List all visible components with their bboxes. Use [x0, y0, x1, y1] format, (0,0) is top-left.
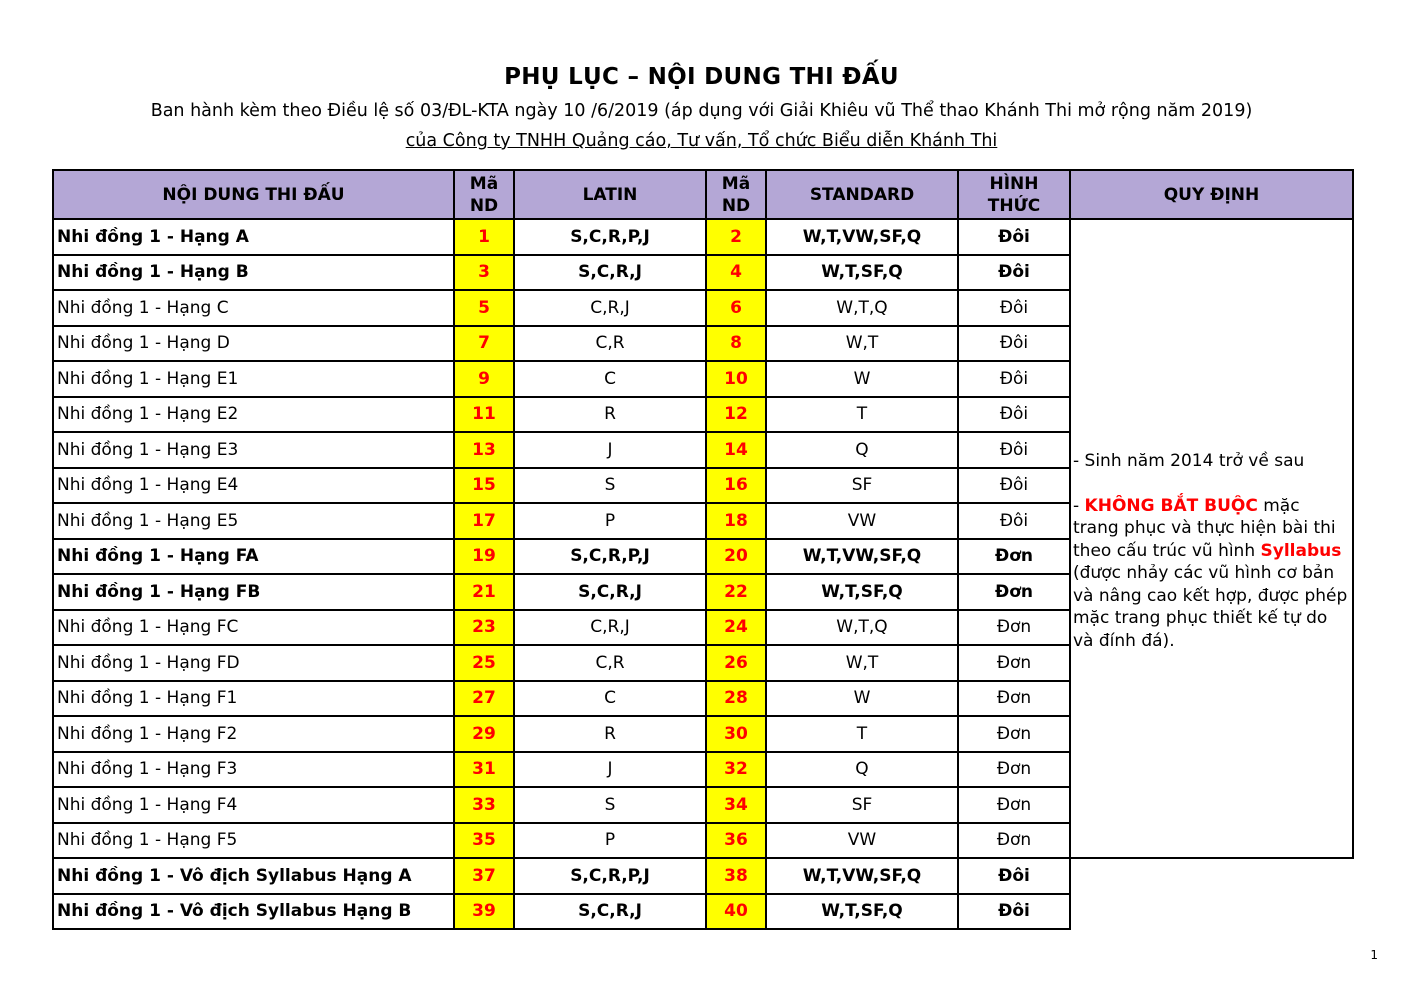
row-latin: C: [514, 361, 706, 397]
row-std-code: 38: [706, 858, 766, 894]
row-latin-code: 29: [454, 716, 514, 752]
header-content: NỘI DUNG THI ĐẤU: [53, 170, 454, 219]
row-standard: W,T,VW,SF,Q: [766, 858, 958, 894]
row-standard: Q: [766, 432, 958, 468]
row-form: Đôi: [958, 219, 1070, 255]
row-name: Nhi đồng 1 - Hạng E3: [53, 432, 454, 468]
row-latin-code: 9: [454, 361, 514, 397]
row-std-code: 36: [706, 823, 766, 859]
page-number: 1: [1370, 948, 1378, 962]
row-latin-code: 1: [454, 219, 514, 255]
row-latin-code: 35: [454, 823, 514, 859]
row-std-code: 32: [706, 752, 766, 788]
rules-mid: mặc trang phục và thực hiện bài thi theo cấu trúc vũ hình: [1073, 495, 1336, 561]
table-row: [53, 858, 1353, 894]
row-std-code: 24: [706, 610, 766, 646]
row-standard: SF: [766, 787, 958, 823]
row-name: Nhi đồng 1 - Hạng D: [53, 326, 454, 362]
row-form: Đôi: [958, 503, 1070, 539]
table-row: [53, 219, 1353, 255]
header-std-code: [706, 170, 766, 219]
row-form: Đôi: [958, 858, 1070, 894]
row-latin-code: 23: [454, 610, 514, 646]
row-std-code: 26: [706, 645, 766, 681]
row-latin: P: [514, 823, 706, 859]
row-std-code: 22: [706, 574, 766, 610]
row-name: Nhi đồng 1 - Hạng FB: [53, 574, 454, 610]
row-latin: C: [514, 681, 706, 717]
rules-prefix: -: [1073, 495, 1085, 516]
row-latin-code: 37: [454, 858, 514, 894]
header-latin: LATIN: [514, 170, 706, 219]
row-standard: W,T,VW,SF,Q: [766, 219, 958, 255]
row-latin: J: [514, 752, 706, 788]
row-name: Nhi đồng 1 - Vô địch Syllabus Hạng B: [53, 894, 454, 930]
row-standard: W,T,SF,Q: [766, 894, 958, 930]
row-std-code: 2: [706, 219, 766, 255]
row-std-code: 34: [706, 787, 766, 823]
row-latin-code: 27: [454, 681, 514, 717]
row-name: Nhi đồng 1 - Hạng F3: [53, 752, 454, 788]
row-std-code: 4: [706, 255, 766, 291]
row-name: Nhi đồng 1 - Hạng F5: [53, 823, 454, 859]
row-form: Đôi: [958, 468, 1070, 504]
row-latin: C,R: [514, 326, 706, 362]
row-std-code: 28: [706, 681, 766, 717]
row-form: Đôi: [958, 894, 1070, 930]
header-form: [958, 170, 1070, 219]
row-latin-code: 33: [454, 787, 514, 823]
row-latin-code: 17: [454, 503, 514, 539]
row-latin: C,R,J: [514, 610, 706, 646]
row-std-code: 8: [706, 326, 766, 362]
header-form-line1: HÌNH: [989, 173, 1039, 194]
row-standard: SF: [766, 468, 958, 504]
row-standard: W: [766, 681, 958, 717]
row-std-code: 40: [706, 894, 766, 930]
row-form: Đôi: [958, 397, 1070, 433]
row-std-code: 18: [706, 503, 766, 539]
row-latin-code: 25: [454, 645, 514, 681]
header-std-code-line1: Mã: [721, 173, 751, 194]
row-latin: J: [514, 432, 706, 468]
row-form: Đôi: [958, 326, 1070, 362]
row-form: Đơn: [958, 823, 1070, 859]
row-std-code: 12: [706, 397, 766, 433]
row-standard: T: [766, 716, 958, 752]
row-form: Đơn: [958, 539, 1070, 575]
row-latin-code: 39: [454, 894, 514, 930]
rules-birth-year: - Sinh năm 2014 trở về sau: [1073, 451, 1305, 471]
row-name: Nhi đồng 1 - Vô địch Syllabus Hạng A: [53, 858, 454, 894]
row-form: Đôi: [958, 361, 1070, 397]
row-form: Đơn: [958, 681, 1070, 717]
row-name: Nhi đồng 1 - Hạng E4: [53, 468, 454, 504]
row-latin: C,R: [514, 645, 706, 681]
row-name: Nhi đồng 1 - Hạng FA: [53, 539, 454, 575]
row-name: Nhi đồng 1 - Hạng C: [53, 290, 454, 326]
row-form: Đôi: [958, 255, 1070, 291]
row-latin-code: 15: [454, 468, 514, 504]
row-latin-code: 7: [454, 326, 514, 362]
rules-syllabus: Syllabus: [1260, 540, 1342, 561]
row-latin-code: 21: [454, 574, 514, 610]
row-name: Nhi đồng 1 - Hạng FD: [53, 645, 454, 681]
row-name: Nhi đồng 1 - Hạng E1: [53, 361, 454, 397]
row-standard: W: [766, 361, 958, 397]
row-latin: S: [514, 787, 706, 823]
row-name: Nhi đồng 1 - Hạng F2: [53, 716, 454, 752]
row-standard: W,T,Q: [766, 610, 958, 646]
row-name: Nhi đồng 1 - Hạng F4: [53, 787, 454, 823]
header-std-code-line2: ND: [721, 195, 751, 216]
row-standard: Q: [766, 752, 958, 788]
row-latin: R: [514, 397, 706, 433]
rules-not-required: KHÔNG BẮT BUỘC: [1084, 495, 1258, 516]
table-body: [53, 219, 1353, 929]
row-form: Đơn: [958, 574, 1070, 610]
row-name: Nhi đồng 1 - Hạng A: [53, 219, 454, 255]
page-subtitle: Ban hành kèm theo Điều lệ số 03/ĐL-KTA ngày 10 /6/2019 (áp dụng với Giải Khiêu vũ Thể thao Khánh Thi mở rộng năm 2019): [150, 101, 1253, 121]
row-latin: S: [514, 468, 706, 504]
row-name: Nhi đồng 1 - Hạng FC: [53, 610, 454, 646]
row-form: Đơn: [958, 716, 1070, 752]
row-std-code: 16: [706, 468, 766, 504]
row-standard: W,T: [766, 645, 958, 681]
row-std-code: 6: [706, 290, 766, 326]
page-title: PHỤ LỤC – NỘI DUNG THI ĐẤU: [504, 64, 899, 90]
header-latin-code-line1: Mã: [469, 173, 499, 194]
rules-costume-note: [1073, 495, 1350, 653]
issuer-line: [0, 131, 1403, 151]
row-standard: W,T,SF,Q: [766, 255, 958, 291]
row-standard: VW: [766, 503, 958, 539]
rules-cell-syllabus-championship: [1070, 858, 1353, 929]
row-form: Đôi: [958, 290, 1070, 326]
row-latin: R: [514, 716, 706, 752]
row-latin-code: 31: [454, 752, 514, 788]
row-latin-code: 5: [454, 290, 514, 326]
row-standard: W,T: [766, 326, 958, 362]
header-latin-code: [454, 170, 514, 219]
row-name: Nhi đồng 1 - Hạng E5: [53, 503, 454, 539]
header-form-line2: THỨC: [987, 195, 1041, 216]
row-name: Nhi đồng 1 - Hạng E2: [53, 397, 454, 433]
row-form: Đôi: [958, 432, 1070, 468]
row-form: Đơn: [958, 752, 1070, 788]
header-standard: STANDARD: [766, 170, 958, 219]
row-std-code: 14: [706, 432, 766, 468]
row-latin: S,C,R,P,J: [514, 539, 706, 575]
header-rules: QUY ĐỊNH: [1070, 170, 1353, 219]
row-name: Nhi đồng 1 - Hạng B: [53, 255, 454, 291]
row-latin-code: 13: [454, 432, 514, 468]
row-latin: C,R,J: [514, 290, 706, 326]
table-header-row: [53, 170, 1353, 219]
row-latin: S,C,R,J: [514, 574, 706, 610]
row-latin: S,C,R,P,J: [514, 219, 706, 255]
row-name: Nhi đồng 1 - Hạng F1: [53, 681, 454, 717]
competition-table: [52, 169, 1354, 930]
row-standard: W,T,VW,SF,Q: [766, 539, 958, 575]
row-latin-code: 11: [454, 397, 514, 433]
row-latin-code: 3: [454, 255, 514, 291]
row-latin: S,C,R,J: [514, 894, 706, 930]
rules-suffix: (được nhảy các vũ hình cơ bản và nâng cao kết hợp, được phép mặc trang phục thiết kế tự do và đính đá).: [1073, 563, 1348, 651]
row-std-code: 30: [706, 716, 766, 752]
row-std-code: 20: [706, 539, 766, 575]
row-latin: S,C,R,J: [514, 255, 706, 291]
row-latin-code: 19: [454, 539, 514, 575]
header-latin-code-line2: ND: [469, 195, 499, 216]
row-standard: W,T,SF,Q: [766, 574, 958, 610]
row-standard: T: [766, 397, 958, 433]
row-form: Đơn: [958, 787, 1070, 823]
row-latin: S,C,R,P,J: [514, 858, 706, 894]
row-form: Đơn: [958, 645, 1070, 681]
row-form: Đơn: [958, 610, 1070, 646]
row-standard: W,T,Q: [766, 290, 958, 326]
row-standard: VW: [766, 823, 958, 859]
rules-cell: [1070, 219, 1353, 858]
issuer-text: của Công ty TNHH Quảng cáo, Tư vấn, Tổ chức Biểu diễn Khánh Thi: [405, 131, 998, 151]
row-std-code: 10: [706, 361, 766, 397]
row-latin: P: [514, 503, 706, 539]
